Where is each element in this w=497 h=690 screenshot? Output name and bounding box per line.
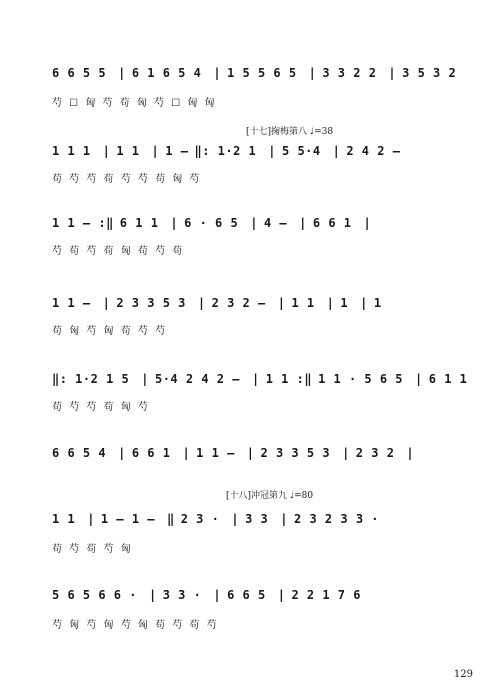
- note-group: 6 6 1: [312, 216, 352, 230]
- barline: |: [182, 446, 191, 460]
- note-group: 5 5·4: [282, 144, 321, 158]
- barline: |: [231, 512, 240, 526]
- barline: |: [102, 296, 111, 310]
- barline: |: [415, 372, 423, 386]
- note-group: ‖: 1·2 1 5: [52, 372, 130, 386]
- note-group: 1 1 · 5 6 5: [318, 372, 404, 386]
- note-group: 4 —: [263, 216, 288, 230]
- barline: |: [213, 66, 222, 80]
- tablature-line-4: 苟 匈 芍 匈 苟 芍 芍: [52, 326, 168, 337]
- barline: |: [118, 446, 126, 460]
- note-group: 5·4 2 4 2 —: [154, 372, 240, 386]
- score-line-6: [52, 446, 472, 460]
- barline: |: [342, 446, 350, 460]
- barline: |: [332, 144, 341, 158]
- note-group: 1 1 1: [52, 144, 91, 158]
- note-group: 1 1: [291, 296, 315, 310]
- note-group: 1 1: [52, 512, 76, 526]
- barline: |: [277, 588, 286, 602]
- barline: |: [251, 372, 260, 386]
- note-group: 1: [373, 296, 382, 310]
- barline: |: [388, 66, 397, 80]
- tablature-line-1: 芍 ☐ 匈 芍 苟 匈 芍 ☐ 匈 匈: [52, 98, 217, 109]
- note-group: 6 1 1: [428, 372, 468, 386]
- note-group: 1 1 :‖: [265, 372, 313, 386]
- page-number: 129: [453, 669, 473, 680]
- note-group: ‖: 1·2 1: [194, 144, 257, 158]
- barline: |: [102, 144, 111, 158]
- note-group: 6 · 6 5: [184, 216, 239, 230]
- barline: |: [246, 446, 255, 460]
- note-group: 3 3 ·: [162, 588, 202, 602]
- note-group: 1: [340, 296, 349, 310]
- score-line-5: [52, 372, 472, 386]
- note-group: 2 3 3 5 3: [260, 446, 331, 460]
- score-line-4: [52, 296, 472, 310]
- note-group: 2 3 2: [355, 446, 395, 460]
- barline: |: [326, 296, 335, 310]
- tablature-line-5: 苟 芍 芍 苟 匈 芍: [52, 402, 150, 413]
- note-group: 3 3: [245, 512, 269, 526]
- note-group: 6 6 5: [227, 588, 266, 602]
- note-group: 1 —: [165, 144, 189, 158]
- tablature-line-8: 芍 匈 芍 匈 芍 匈 苟 芍 苟 芍: [52, 620, 219, 631]
- note-group: 2 3 3 5 3: [116, 296, 186, 310]
- barline: |: [250, 216, 258, 230]
- barline: |: [268, 144, 276, 158]
- barline: |: [151, 144, 160, 158]
- barline: ‖: [167, 512, 175, 526]
- note-group: 2 3 ·: [180, 512, 220, 526]
- barline: |: [170, 216, 179, 230]
- note-group: 6 6 1: [131, 446, 171, 460]
- note-group: 1 5 5 6 5: [227, 66, 297, 80]
- note-group: 1 — 1 —: [100, 512, 155, 526]
- barline: |: [299, 216, 307, 230]
- tablature-line-3: 芍 苟 芍 苟 匈 苟 芍 苟: [52, 246, 185, 257]
- barline: |: [87, 512, 95, 526]
- note-group: 2 4 2 —: [346, 144, 401, 158]
- barline: |: [118, 66, 126, 80]
- note-group: 5 6 5 6 6 ·: [52, 588, 137, 602]
- barline: |: [360, 296, 368, 310]
- note-group: 1 1 —: [52, 296, 91, 310]
- barline: |: [197, 296, 206, 310]
- barline: |: [277, 296, 286, 310]
- score-line-1: [52, 66, 472, 80]
- note-group: 3 3 2 2: [322, 66, 377, 80]
- barline: |: [148, 588, 157, 602]
- note-group: 6 1 6 5 4: [131, 66, 202, 80]
- note-group: 1 1 — :‖: [52, 216, 114, 230]
- barline: |: [406, 446, 415, 460]
- note-group: 6 6 5 5: [52, 66, 107, 80]
- tablature-line-7: 苟 芍 苟 芍 匈: [52, 544, 133, 555]
- note-group: 1 1: [116, 144, 140, 158]
- note-group: 3 5 3 2: [402, 66, 457, 80]
- barline: |: [363, 216, 372, 230]
- tablature-line-2: 苟 芍 芍 苟 芍 芍 苟 匈 芍: [52, 174, 202, 185]
- note-group: 2 2 1 7 6: [291, 588, 361, 602]
- score-line-7: [52, 512, 472, 526]
- barline: |: [213, 588, 222, 602]
- section-heading-17: [十七]掬梅第八 ♩=38: [246, 127, 334, 137]
- note-group: 6 6 5 4: [52, 446, 107, 460]
- barline: |: [308, 66, 317, 80]
- note-group: 2 3 2 —: [211, 296, 266, 310]
- score-line-3: [52, 216, 472, 230]
- note-group: 1 1 —: [196, 446, 235, 460]
- section-heading-18: [十八]冲冠第九 ♩=80: [226, 491, 314, 501]
- score-line-2: [52, 144, 472, 158]
- note-group: 6 1 1: [119, 216, 159, 230]
- barline: |: [141, 372, 149, 386]
- note-group: 2 3 2 3 3 ·: [294, 512, 379, 526]
- score-line-8: [52, 588, 472, 602]
- barline: |: [280, 512, 289, 526]
